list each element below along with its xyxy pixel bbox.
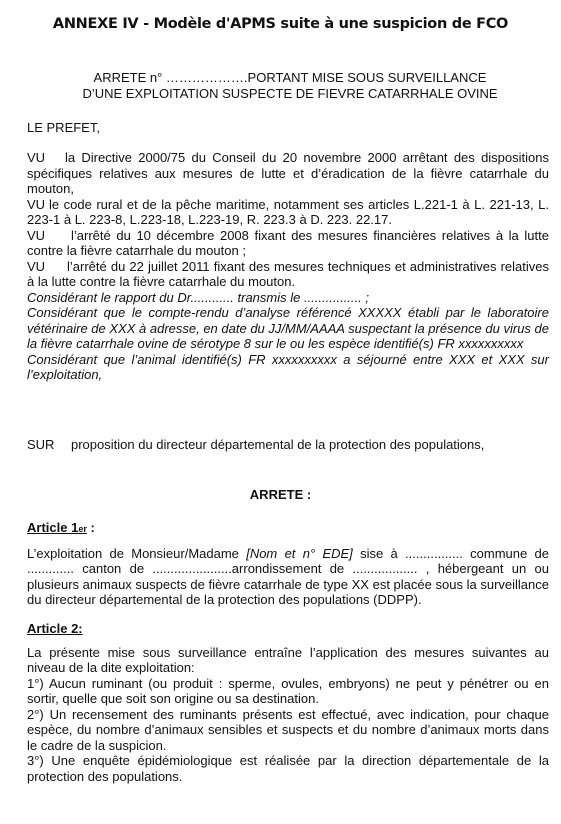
article-2-item-3: 3°) Une enquête épidémiologique est réalisée par la direction départementale de la protection des populations. (27, 753, 549, 784)
article-1-text-c: sise à ................ commune de ............. canton de ......................arrondissement de .................. , hébergeant un ou plusieurs animaux suspects de fièvre catarrhale de type XX est placée sous la surveillance du directeur départemental de la protection des populations (DDPP). (27, 545, 549, 607)
article-2-item-1: 1°) Aucun ruminant (ou produit : sperme, ovules, embryons) ne peut y pénétrer ou en sortir, quelle que soit son origine ou sa destination. (27, 675, 549, 706)
article-2-heading: Article 2: (27, 621, 83, 636)
article-2-item-2: 2°) Un recensement des ruminants présents est effectué, avec indication, pour chaque espèce, du nombre d’animaux sensibles et suspects et du nombre d’animaux morts dans le cadre de la suspicion. (27, 706, 549, 753)
arrete-heading: ARRETE : (249, 487, 312, 502)
arrete-title-line-1: ARRETE n° ……………….PORTANT MISE SOUS SURVEILLANCE (93, 70, 487, 85)
visa-label: VU (27, 150, 46, 165)
considerant-2: Considérant que le compte-rendu d’analyse référencé XXXXX établi par le laboratoire vétérinaire de XXX à adresse, en date du JJ/MM/AAAA suspectant la présence du virus de la fièvre catarrhale ovine de sérotype 8 sur le ou les espèce identifié(s) FR xxxxxxxxxx (27, 305, 549, 351)
visa-text: l’arrêté du 10 décembre 2008 fixant des mesures financières relatives à la lutte contre la fièvre catarrhale du mouton ; (27, 227, 549, 258)
visas-block (27, 150, 549, 383)
visa-3 (27, 228, 549, 259)
article-1-body (27, 546, 549, 608)
visa-text: le code rural et de la pêche maritime, notamment ses articles L.221-1 à L. 221-13, L. 223-1 à L. 223-8, L.223-18, L.223-19, R. 223.3 à D. 223. 22.17. (27, 196, 549, 227)
visa-text: l’arrêté du 22 juillet 2011 fixant des mesures techniques et administratives relatives à la lutte contre la fièvre catarrhale du mouton. (27, 258, 549, 289)
arrete-title-line-2: D’UNE EXPLOITATION SUSPECTE DE FIEVRE CATARRHALE OVINE (82, 86, 498, 101)
considerant-1: Considérant le rapport du Dr............ transmis le ................ ; (27, 289, 369, 305)
visa-2 (27, 197, 549, 228)
article-1-heading-sup: er (78, 524, 87, 534)
article-1-heading-colon: : (86, 520, 95, 535)
annex-title: ANNEXE IV - Modèle d'APMS suite à une suspicion de FCO (52, 16, 509, 32)
article-1-heading (27, 520, 549, 538)
article-1-text-a: L’exploitation de Monsieur/Madame (27, 545, 247, 561)
article-1 (27, 520, 549, 608)
sur-text: proposition du directeur départemental de la protection des populations, (71, 437, 485, 452)
sur-line (27, 437, 549, 453)
visa-label: VU (27, 258, 46, 274)
visa-label: VU (27, 196, 46, 212)
article-2-intro: La présente mise sous surveillance entraîne l’application des mesures suivantes au niveau de la dite exploitation: (27, 644, 549, 675)
sur-label: SUR (27, 437, 55, 452)
prefet-heading: LE PREFET, (27, 120, 100, 135)
visa-text: la Directive 2000/75 du Conseil du 20 novembre 2000 arrêtant des dispositions spécifiques relatives aux mesures de lutte et d’éradication de la fièvre catarrhale du mouton, (27, 150, 549, 196)
article-1-heading-text: Article 1 (27, 520, 79, 535)
considerant-3: Considérant que l’animal identifié(s) FR xxxxxxxxxx a séjourné entre XXX et XXX sur l’exploitation, (27, 351, 549, 382)
article-2 (27, 621, 549, 784)
arrete-title (40, 70, 540, 102)
visa-label: VU (27, 227, 46, 243)
visa-4 (27, 259, 549, 290)
visa-1 (27, 150, 549, 197)
article-1-placeholder: [Nom et n° EDE] (246, 545, 353, 561)
